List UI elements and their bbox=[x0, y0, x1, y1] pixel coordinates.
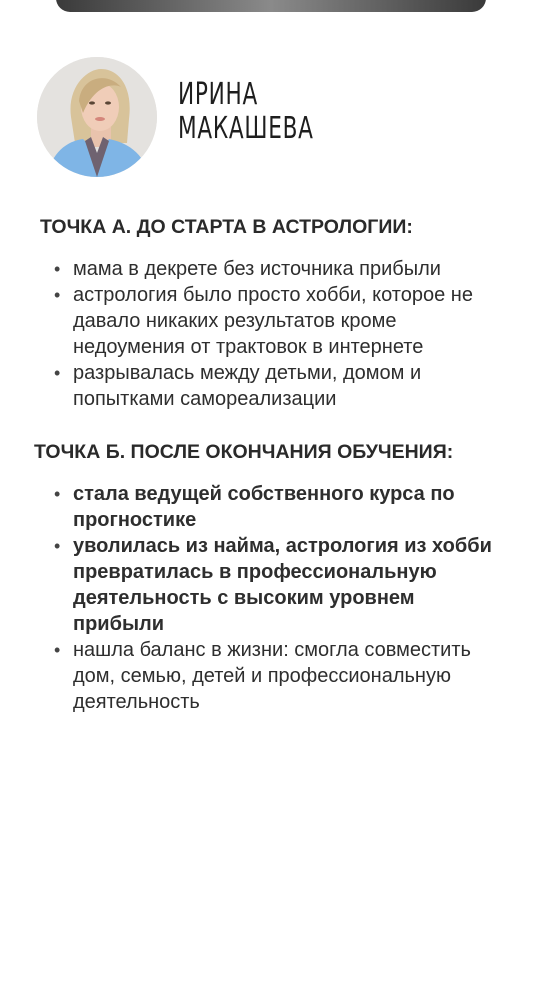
bullet-icon: • bbox=[54, 536, 61, 556]
bullet-icon: • bbox=[54, 640, 61, 660]
list-item bbox=[50, 481, 500, 533]
list-item-text: мама в декрете без источника прибыли bbox=[73, 258, 441, 280]
list-item-text: нашла баланс в жизни: смогла совместить дом, семью, детей и профессиональную деятельность bbox=[73, 639, 471, 713]
person-last-name: МАКАШЕВА bbox=[178, 111, 314, 146]
list-item bbox=[50, 637, 500, 715]
list-item bbox=[50, 360, 500, 412]
person-name bbox=[178, 78, 314, 146]
bullet-icon: • bbox=[54, 363, 61, 383]
list-item-text: астрология было просто хобби, которое не давало никаких результатов кроме недоумения от трактовок в интернете bbox=[73, 284, 473, 358]
section-b-list bbox=[50, 481, 500, 715]
bullet-icon: • bbox=[54, 285, 61, 305]
top-decorative-bar bbox=[56, 0, 486, 12]
list-item bbox=[50, 533, 500, 637]
list-item-text: стала ведущей собственного курса по прогностике bbox=[73, 483, 455, 531]
list-item bbox=[50, 282, 500, 360]
person-first-name: ИРИНА bbox=[178, 77, 258, 112]
section-a-title: ТОЧКА А. ДО СТАРТА В АСТРОЛОГИИ: bbox=[40, 216, 413, 238]
section-a-list bbox=[50, 256, 500, 412]
list-item-text: уволилась из найма, астрология из хобби превратилась в профессиональную деятельность с высоким уровнем прибыли bbox=[73, 535, 492, 635]
section-b-title: ТОЧКА Б. ПОСЛЕ ОКОНЧАНИЯ ОБУЧЕНИЯ: bbox=[34, 441, 454, 463]
bullet-icon: • bbox=[54, 484, 61, 504]
list-item bbox=[50, 256, 500, 282]
bullet-icon: • bbox=[54, 259, 61, 279]
list-item-text: разрывалась между детьми, домом и попытками самореализации bbox=[73, 362, 422, 410]
avatar bbox=[37, 57, 157, 177]
